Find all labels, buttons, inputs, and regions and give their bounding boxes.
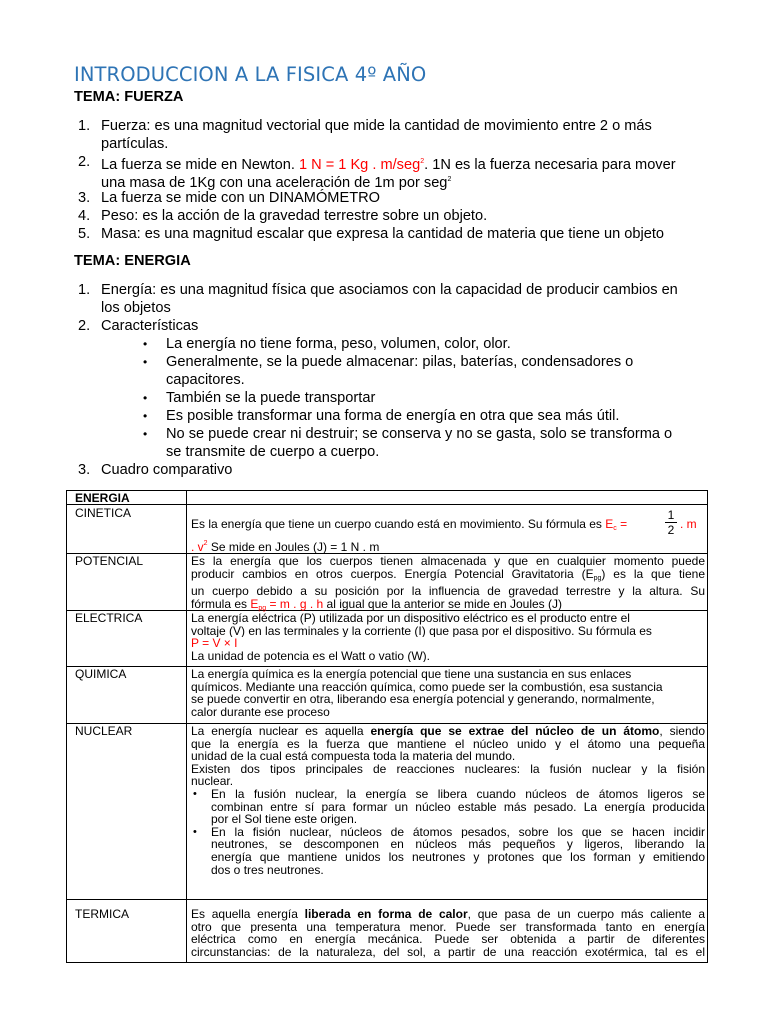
list-item-dinamometro: La fuerza se mide con un DINAMÓMETRO [101, 190, 380, 206]
cinetica-formula-mass [680, 515, 697, 533]
text-line: Es la energía que los cuerpos tienen almacenada y que en cualquier momento puede [191, 555, 705, 568]
text-line: circunstancias: de la naturaleza, del sol, a partir de una reacción exotérmica, tal es el [191, 945, 705, 959]
bullet-item-cont: capacitores. [166, 372, 245, 388]
list-item-energia-definicion-cont: los objetos [101, 300, 171, 316]
subscript: c [613, 525, 617, 532]
text-run: = m . g . h [266, 597, 324, 611]
cinetica-text-line1 [191, 515, 627, 538]
bullet-item: También se la puede transportar [166, 390, 376, 406]
list-number: 1. [78, 282, 91, 298]
cinetica-formula [605, 517, 627, 531]
bullet: • [193, 825, 197, 838]
bullet: • [143, 409, 148, 423]
text-run: ) es la que tiene [601, 567, 705, 581]
bullet-item: La energía no tiene forma, peso, volumen, color, olor. [166, 336, 511, 352]
text-line: unidad de la cual está compuesta toda la materia del mundo. [191, 750, 516, 763]
text-run: . 1N es la fuerza necesaria para mover [424, 157, 676, 173]
list-number: 5. [78, 226, 91, 242]
bullet: • [143, 355, 148, 369]
nuclear-description [191, 725, 705, 876]
text-line: En la fusión nuclear, la energía se libera cuando núcleos de átomos ligeros se [211, 787, 705, 801]
text-run: una masa de 1Kg con una aceleración de 1m por seg [101, 175, 448, 191]
text-run: E [605, 517, 614, 531]
list-item-cuadro: Cuadro comparativo [101, 462, 233, 478]
row-label-nuclear: NUCLEAR [75, 724, 133, 738]
termica-description [191, 908, 705, 958]
bullet: • [143, 427, 148, 441]
list-item-peso: Peso: es la acción de la gravedad terrestre sobre un objeto. [101, 208, 488, 224]
row-divider [67, 899, 707, 900]
row-divider [67, 962, 707, 963]
text-run: . m [680, 517, 697, 531]
text-line: por el Sol tiene este origen. [211, 813, 358, 826]
text-run: Se mide en Joules (J) = 1 N . m [207, 540, 380, 554]
bullet-item-cont: se transmite de cuerpo a cuerpo. [166, 444, 380, 460]
text-line: La energía eléctrica (P) utilizada por un dispositivo eléctrico es el producto entre el [191, 612, 630, 625]
text-run: La energía nuclear es aquella [191, 725, 371, 738]
list-item-masa: Masa: es una magnitud escalar que expresa la cantidad de materia que tiene un objeto [101, 226, 665, 242]
text-line: nuclear. [191, 775, 234, 788]
superscript: 2 [447, 176, 452, 183]
text-run: producir cambios en otros cuerpos. Energía Potencial Gravitatoria (E [191, 567, 594, 581]
list-item-fuerza-definicion-cont: partículas. [101, 136, 169, 152]
text-line: voltaje (V) en las terminales y la corriente (I) que pasa por el dispositivo. Su fórmula es [191, 624, 652, 638]
text-run: , siendo [659, 725, 705, 738]
text-line: combinan entre sí para formar un núcleo estable más pesado. La energía producida [211, 800, 705, 814]
bold-text: liberada en forma de calor [304, 908, 468, 921]
subscript: pg [258, 604, 267, 612]
list-number: 3. [78, 462, 91, 478]
text-line: otro que presenta una temperatura menor. Puede ser transformada tanto en energía [191, 920, 705, 934]
text-line [191, 568, 705, 586]
text-run: 1 N = 1 Kg . m/seg [298, 157, 421, 173]
text-line: químicos. Mediante una reacción química, como puede ser la combustión, esa sustancia [191, 680, 663, 694]
text-line [191, 725, 705, 738]
cinetica-formula-velocity [191, 540, 208, 554]
text-line: se puede convertir en otra, liberando esa energía potencial y generando, normalmente, [191, 693, 655, 706]
text-line: neutrones, se descomponen en núcleos más pequeños y ligeros, liberando la [211, 838, 705, 851]
list-number: 3. [78, 190, 91, 206]
text-line: que la energía es la fuerza que mantiene el núcleo unido y el átomo una pequeña [191, 737, 705, 751]
column-divider [186, 491, 187, 963]
quimica-description [191, 668, 705, 718]
list-number: 1. [78, 118, 91, 134]
text-run: fórmula es [191, 597, 251, 611]
fraction-numerator: 1 [665, 508, 677, 523]
text-run: La fuerza se mide en Newton. [101, 157, 299, 173]
bullet: • [143, 337, 148, 351]
row-divider [67, 553, 707, 554]
text-line: dos o tres neutrones. [211, 863, 324, 877]
superscript: 2 [420, 158, 425, 165]
list-item-caracteristicas: Características [101, 318, 199, 334]
list-number: 4. [78, 208, 91, 224]
bold-text: energía que se extrae del núcleo de un átomo [370, 725, 660, 738]
list-number: 2. [78, 318, 91, 334]
bullet-item: No se puede crear ni destruir; se conserva y no se gasta, solo se transforma o [166, 426, 673, 442]
potencial-description [191, 555, 705, 615]
row-label-cinetica: CINETICA [75, 506, 132, 520]
fraction-denominator: 2 [667, 523, 675, 537]
text-line: En la fisión nuclear, núcleos de átomos pesados, sobre los que se hacen incidir [211, 825, 705, 839]
row-divider [67, 504, 707, 505]
row-divider [67, 666, 707, 667]
row-label-electrica: ELECTRICA [75, 611, 143, 625]
fraction-one-half [665, 508, 677, 537]
text-line: La energía química es la energía potencial que tiene una sustancia en sus enlaces [191, 668, 632, 681]
superscript: 2 [203, 540, 208, 547]
text-line: calor durante ese proceso [191, 705, 330, 719]
text-run: , que pasa de un cuerpo más caliente a [467, 908, 705, 921]
row-label-termica: TERMICA [75, 907, 129, 921]
row-divider [67, 723, 707, 724]
text-run: = [616, 517, 628, 531]
list-item-energia-definicion: Energía: es una magnitud física que asociamos con la capacidad de producir cambios en [101, 282, 678, 298]
bullet: • [193, 787, 197, 800]
electrica-description [191, 612, 705, 662]
text-line: un cuerpo debido a su posición por la influencia de gravedad terrestre y la altura. Su [191, 585, 705, 598]
text-run: Es aquella energía [191, 908, 305, 921]
text-line: energía que mantiene unidos los neutrones y protones que los forman y emitiendo [211, 850, 705, 864]
table-header-energia: ENERGIA [75, 491, 130, 505]
bullet: • [143, 391, 148, 405]
text-run: E [250, 597, 259, 611]
bullet-item: Es posible transformar una forma de energía en otra que sea más útil. [166, 408, 620, 424]
text-line: Existen dos tipos principales de reacciones nucleares: la fusión nuclear y la fisión [191, 762, 705, 776]
potencial-formula [250, 598, 323, 611]
text-run: Es la energía que tiene un cuerpo cuando está en movimiento. Su fórmula es [191, 517, 606, 531]
row-label-potencial: POTENCIAL [75, 554, 144, 568]
electrica-formula: P = V × I [191, 637, 238, 650]
text-line: eléctrica como en energía mecánica. Puede ser obtenida a partir de diferentes [191, 933, 705, 946]
nuclear-bullet-fusion [191, 788, 705, 826]
text-line [191, 908, 705, 921]
heading-tema-fuerza: TEMA: FUERZA [74, 89, 184, 105]
text-run: al igual que la anterior se mide en Joules (J) [323, 597, 562, 611]
text-line: La unidad de potencia es el Watt o vatio (W). [191, 649, 431, 663]
energy-comparison-table [66, 490, 708, 963]
cinetica-text-line2 [191, 537, 379, 554]
nuclear-bullet-fission [191, 826, 705, 876]
list-number: 2. [78, 154, 91, 170]
subscript: pg [593, 574, 602, 582]
text-run: . v [191, 540, 204, 554]
document-title: INTRODUCCION A LA FISICA 4º AÑO [74, 63, 427, 86]
list-item-fuerza-definicion: Fuerza: es una magnitud vectorial que mide la cantidad de movimiento entre 2 o más [101, 118, 652, 134]
row-label-quimica: QUIMICA [75, 667, 127, 681]
bullet-item: Generalmente, se la puede almacenar: pilas, baterías, condensadores o [166, 354, 634, 370]
heading-tema-energia: TEMA: ENERGIA [74, 253, 191, 269]
